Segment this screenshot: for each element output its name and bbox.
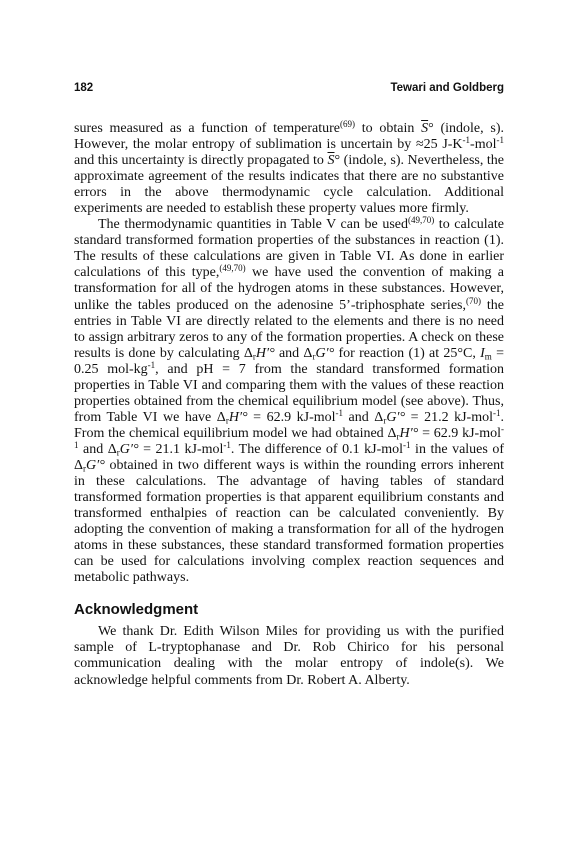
citation: (69): [339, 119, 355, 130]
citation: (49,70): [219, 263, 246, 274]
section-heading-acknowledgment: Acknowledgment: [74, 601, 199, 619]
paragraph-2: The thermodynamic quantities in Table V can be used$^{(49,70)}$ to calculate standard transformed formation properties of the substances in reaction (1). The results of these calculations are given in Table VI. As done in earlier calculations of this type,$^{(49,70)}$ we have used the convention of making a transformation for all of the hydrogen atoms in these substances. However, unlike the tables produced on the adenosine 5’-triphosphate series,$^{(70)}$ the entries in Table VI are directly related to the elements and there is no need to assign arbitrary zeros to any of the formation properties. A check on these results is done by calculating $\Delta_rH'^\circ$ and $\Delta_rG'^\circ$ for reaction (1) at 25°C, $I_m = 0.25$ mol-$kg^{-1}$, and pH = 7 from the standard transformed formation properties in Table VI and comparing them with the values of these reaction properties obtained from the chemical equilibrium model (see above). Thus, from Table VI we have $\Delta_rH'^\circ = 62.9$ kJ-mol$^{-1}$ and $\Delta_rG'^\circ = 21.2$ kJ-mol$^{-1}$. From the chemical equilibrium model we had obtained $\Delta_rH'^\circ = 62.9$ kJ-mol$^{-1}$ and $\Delta_rG'^\circ = 21.1$ kJ-mol$^{-1}$. The difference of 0.1 kJ-mol$^{-1}$ in the values of $\Delta_rG'^\circ$ obtained in two different ways is within the rounding errors inherent in these calculations. The advantage of having tables of standard transformed formation properties is that apparent equilibrium constants and transformed enthalpies of reaction can be calculated conveniently. By adopting the convention of making a transformation for all of the hydrogen atoms in these substances, these standard transformed formation properties can be used for calculations involving complex reaction sequences and metabolic pathways.: [74, 215, 505, 586]
running-head: Tewari and Goldberg: [390, 82, 504, 94]
page-header: [74, 82, 504, 98]
citation: (70): [466, 295, 481, 306]
acknowledgment-paragraph: We thank Dr. Edith Wilson Miles for providing us with the purified sample of L-tryptophanase and Dr. Rob Chirico for his personal communication dealing with the molar entropy of indole(s). We acknowledge helpful comments from Dr. Robert A. Alberty.: [74, 624, 504, 688]
body-text: [74, 121, 504, 689]
entropy-symbol: $\overline{S}$: [421, 121, 429, 136]
page-number: 182: [74, 82, 94, 94]
paragraph-1: sures measured as a function of temperature$^{(69)}$ to obtain $\overline{S}^\circ$ (indole, s). However, the molar entropy of sublimation is uncertain by ≈25 $J-K^{-1}-mol^{-1}$ and this uncertainty is directly propagated to $\overline{S}^\circ$ (indole, s). Nevertheless, the approximate agreement of the results indicates that there are no substantive errors in the above thermodynamic cycle calculation. Additional experiments are needed to establish these property values more firmly.: [74, 119, 504, 217]
entropy-symbol: $\overline{S}$: [327, 153, 335, 169]
citation: (49,70): [408, 215, 435, 226]
